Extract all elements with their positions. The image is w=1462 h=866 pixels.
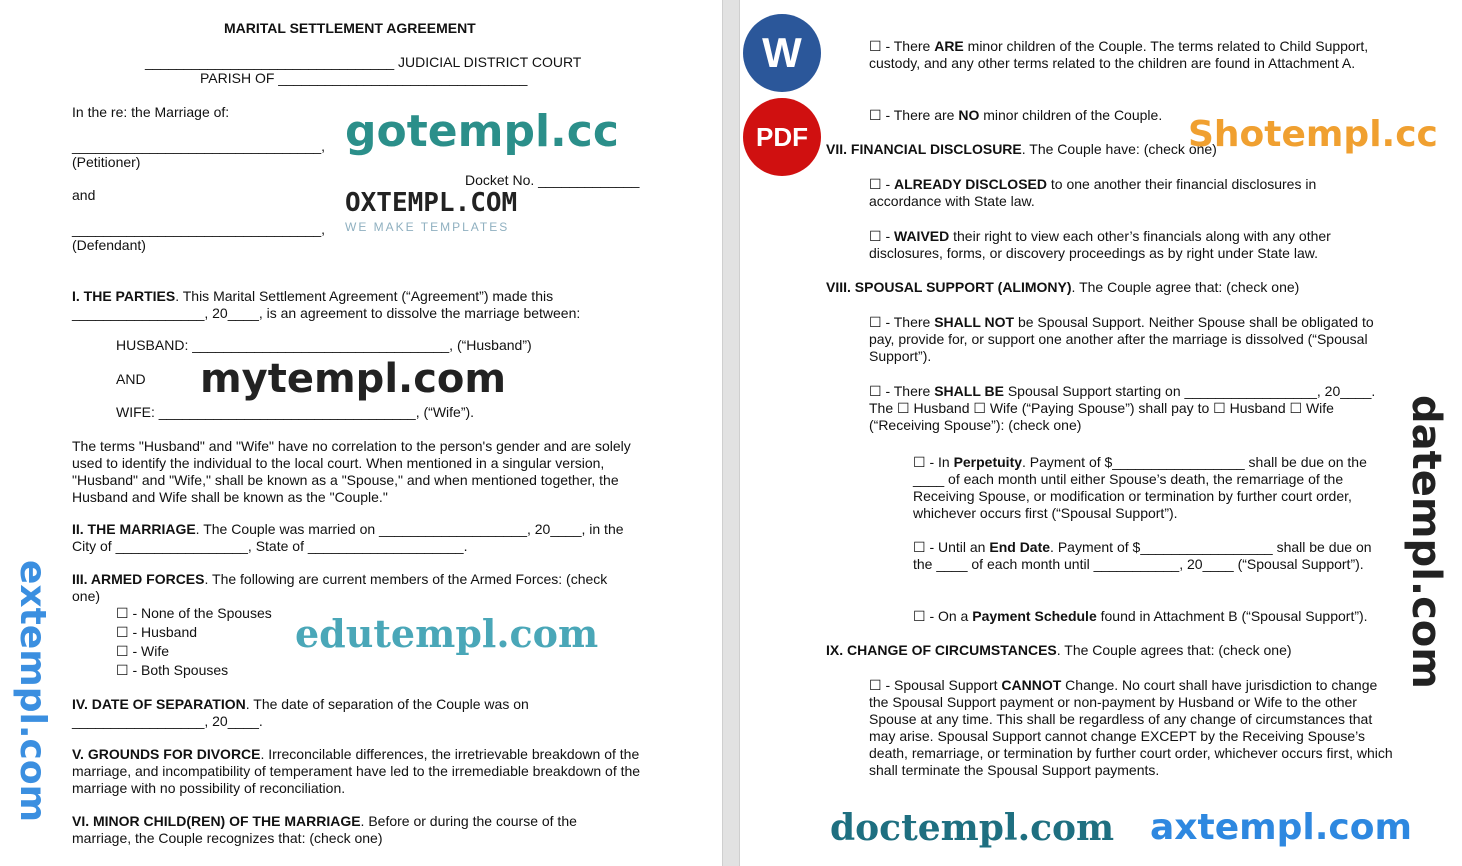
text: . Irreconcilable differences, the irretrievable breakdown of the marriage, and incompatibility of temperament have led to the irremediable breakdown of the marriage with no possibility of reconciliation. (72, 746, 641, 796)
text: Spousal Support starting on _________________, 20____. The ☐ Husband ☐ Wife (“Paying Spouse”) shall pay to ☐ Husband ☐ Wife (“Receiving Spouse”): (check one) (869, 383, 1376, 433)
text: . Payment of $_________________ shall be due on the ____ of each month until either Spouse’s death, the remarriage of the Receiving Spouse, or modification or termination by further court order, whichever occurs first (“Spousal Support”). (913, 454, 1367, 521)
text: ☐ - There are (869, 107, 959, 123)
text: PARISH OF ________________________________ (200, 70, 528, 86)
bold-text: Perpetuity (953, 454, 1023, 470)
bold-text: NO (958, 107, 980, 123)
section-change-of-circumstances (826, 642, 1292, 659)
text: Change. No court shall have jurisdiction to change the Spousal Support payment or non-payment by Husband or Wife to the other Spouse at any time. This shall be regardless of any change of circumstances that may arise. Spousal Support cannot change EXCEPT by the Receiving Spouse’s death, remarriage, or termination by further court order, whichever occurs first, which shall terminate the Spousal Support payments. (869, 677, 1393, 778)
section-marriage (72, 521, 632, 555)
watermark-axtempl: axtempl.com (1150, 807, 1413, 848)
bold-text: SHALL NOT (934, 314, 1015, 330)
text: ☐ - On a (913, 608, 973, 624)
bold-text: Payment Schedule (972, 608, 1097, 624)
and-label (72, 187, 95, 204)
text: ☐ - Both Spouses (116, 662, 229, 678)
husband-line (116, 337, 532, 354)
text: . This Marital Settlement Agreement (“Agreement”) made this _________________, 20____, is an agreement to dissolve the marriage between: (72, 288, 581, 321)
and-caps-label (116, 371, 146, 388)
text: . The Couple agree that: (check one) (1071, 279, 1300, 295)
defendant-blank (72, 221, 325, 238)
bold-text: CANNOT (1001, 677, 1062, 693)
text: Docket No. _____________ (465, 172, 640, 188)
text: and (72, 187, 96, 203)
checkbox-minor-children-are (869, 38, 1394, 72)
text: HUSBAND: _________________________________, (“Husband”) (116, 337, 532, 353)
pdf-icon: PDF (743, 98, 821, 176)
checkbox-wife (116, 643, 169, 660)
bold-text: VII. FINANCIAL DISCLOSURE (826, 141, 1022, 157)
watermark-extempl: extempl.com (12, 560, 53, 823)
text: . The Couple have: (check one) (1021, 141, 1217, 157)
section-date-of-separation (72, 696, 562, 730)
bold-text: MARITAL SETTLEMENT AGREEMENT (224, 20, 476, 36)
bold-text: IV. DATE OF SEPARATION (72, 696, 246, 712)
petitioner-label (72, 154, 140, 171)
page-divider (722, 0, 740, 866)
watermark-gotempl: gotempl.cc (345, 106, 619, 157)
text: . The Couple was married on ___________________, 20____, in the City of _________________, State of ____________________. (72, 521, 624, 554)
bold-text: End Date (989, 539, 1051, 555)
checkbox-shall-be-support (869, 383, 1394, 434)
text: their right to view each other’s financials along with any other disclosures, forms, or discovery proceedings as by right under State law. (869, 228, 1331, 261)
bold-text: IX. CHANGE OF CIRCUMSTANCES (826, 642, 1057, 658)
bold-text: VIII. SPOUSAL SUPPORT (ALIMONY) (826, 279, 1072, 295)
text: ☐ - There (869, 383, 935, 399)
watermark-shotempl: Shotempl.cc (1188, 114, 1438, 155)
text: found in Attachment B (“Spousal Support”). (1096, 608, 1368, 624)
text: be Spousal Support. Neither Spouse shall be obligated to pay, provide for, or support one another after the marriage is dissolved (“Spousal Support”). (869, 314, 1374, 364)
bold-text: III. ARMED FORCES (72, 571, 205, 587)
text: . The date of separation of the Couple was on _________________, 20____. (72, 696, 529, 729)
bold-text: ALREADY DISCLOSED (894, 176, 1047, 192)
checkbox-both-spouses (116, 662, 228, 679)
bold-text: V. GROUNDS FOR DIVORCE (72, 746, 261, 762)
text: In the re: the Marriage of: (72, 104, 230, 120)
checkbox-in-perpetuity (913, 454, 1388, 522)
watermark-doctempl: doctempl.com (830, 807, 1115, 849)
text: . Before or during the course of the marriage, the Couple recognizes that: (check one) (72, 813, 577, 846)
document-page-2 (740, 0, 1462, 866)
checkbox-until-end-date (913, 539, 1383, 573)
watermark-datempl: datempl.com (1403, 395, 1449, 689)
section-grounds-for-divorce (72, 746, 647, 797)
section-spousal-support (826, 279, 1299, 296)
bold-text: SHALL BE (934, 383, 1004, 399)
watermark-edutempl: edutempl.com (295, 611, 599, 656)
text: ☐ - (869, 176, 894, 192)
checkbox-support-cannot-change (869, 677, 1394, 779)
text: . Payment of $_________________ shall be due on the ____ of each month until ___________, 20____ (“Spousal Support”). (913, 539, 1372, 572)
bold-text: ARE (934, 38, 964, 54)
document-title (224, 20, 476, 37)
bold-text: VI. MINOR CHILD(REN) OF THE MARRIAGE (72, 813, 361, 829)
bold-text: WAIVED (894, 228, 950, 244)
text: ________________________________, (72, 221, 326, 237)
text: . The following are current members of the Armed Forces: (check one) (72, 571, 608, 604)
text: ☐ - Spousal Support (869, 677, 1002, 693)
section-financial-disclosure (826, 141, 1217, 158)
text: minor children of the Couple. The terms related to Child Support, custody, and any other terms related to the children are found in Attachment A. (869, 38, 1369, 71)
checkbox-husband (116, 624, 197, 641)
text: WIFE: _________________________________, (“Wife”). (116, 404, 475, 420)
checkbox-waived (869, 228, 1389, 262)
bold-text: II. THE MARRIAGE (72, 521, 196, 537)
text: minor children of the Couple. (979, 107, 1163, 123)
document-page-1 (0, 0, 722, 866)
text: (Petitioner) (72, 154, 141, 170)
text: AND (116, 371, 146, 387)
text: ________________________________, (72, 138, 326, 154)
checkbox-minor-children-no (869, 107, 1162, 124)
text: to one another their financial disclosures in accordance with State law. (869, 176, 1317, 209)
text: ________________________________ JUDICIAL DISTRICT COURT (145, 54, 582, 70)
checkbox-none-of-spouses (116, 605, 272, 622)
court-line (145, 54, 581, 71)
checkbox-already-disclosed (869, 176, 1379, 210)
section-parties (72, 288, 602, 322)
text: ☐ - None of the Spouses (116, 605, 272, 621)
text: . The Couple agrees that: (check one) (1056, 642, 1292, 658)
wife-line (116, 404, 474, 421)
watermark-oxtempl-tagline: WE MAKE TEMPLATES (345, 220, 510, 234)
word-icon: W (743, 14, 821, 92)
text: ☐ - Wife (116, 643, 169, 659)
marriage-of-label (72, 104, 229, 121)
parish-line (200, 70, 527, 87)
text: (Defendant) (72, 237, 146, 253)
text: ☐ - Until an (913, 539, 990, 555)
defendant-label (72, 237, 146, 254)
text: ☐ - There (869, 38, 935, 54)
bold-text: I. THE PARTIES (72, 288, 176, 304)
section-minor-children (72, 813, 612, 847)
terms-paragraph (72, 438, 642, 506)
checkbox-payment-schedule (913, 608, 1368, 625)
text: ☐ - There (869, 314, 935, 330)
watermark-oxtempl: OXTEMPL.COM (345, 188, 518, 218)
checkbox-shall-not-be-support (869, 314, 1389, 365)
watermark-mytempl: mytempl.com (200, 356, 507, 402)
text: ☐ - In (913, 454, 954, 470)
docket-number (465, 172, 639, 189)
text: ☐ - (869, 228, 894, 244)
text: ☐ - Husband (116, 624, 198, 640)
petitioner-blank (72, 138, 325, 155)
text: The terms "Husband" and "Wife" have no correlation to the person's gender and are solely used to identify the individual to the local court. When mentioned in a singular version, "Husband" and "Wife," shall be known as a "Spouse," and when mentioned together, the Husband and Wife shall be known as the "Couple." (72, 438, 631, 505)
section-armed-forces (72, 571, 637, 605)
